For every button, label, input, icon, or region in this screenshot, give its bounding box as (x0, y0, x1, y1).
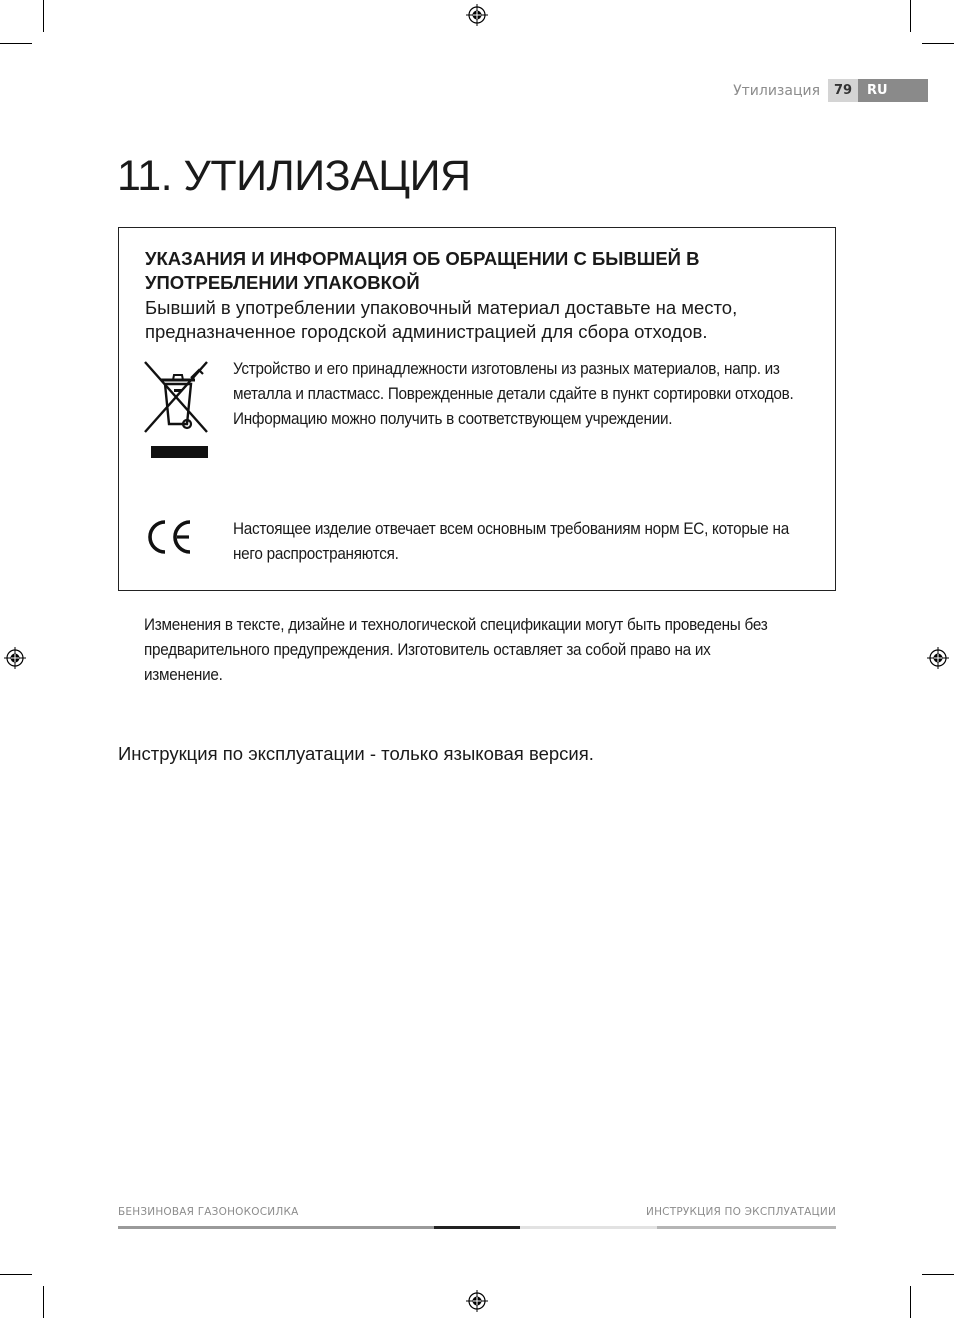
crop-mark (43, 1286, 44, 1318)
page-title: 11. УТИЛИЗАЦИЯ (117, 152, 471, 200)
packaging-disposal-text: Бывший в употреблении упаковочный материал доставьте на место, предназначенное городской администрацией для сбора отходов. (145, 297, 738, 342)
crop-mark (922, 43, 954, 44)
crop-mark (0, 1274, 32, 1275)
crop-mark (43, 0, 44, 32)
crop-mark (910, 0, 911, 32)
footer-bar-segment (118, 1226, 434, 1229)
crop-mark (910, 1286, 911, 1318)
footer-bar-segment (657, 1226, 836, 1229)
crop-mark (0, 43, 32, 44)
notice-heading: УКАЗАНИЯ И ИНФОРМАЦИЯ ОБ ОБРАЩЕНИИ С БЫВШЕЙ В УПОТРЕБЛЕНИИ УПАКОВКОЙ (145, 248, 700, 293)
registration-mark-icon (466, 4, 488, 26)
crop-mark (922, 1274, 954, 1275)
header-section-name: Утилизация (733, 83, 820, 99)
ce-conformity-text: Настоящее изделие отвечает всем основным требованиям норм ЕС, которые на него распространяются. (233, 519, 789, 563)
ce-mark-icon (143, 518, 195, 556)
registration-mark-icon (466, 1290, 488, 1312)
crossed-out-wheelie-bin-icon (143, 358, 213, 462)
disposal-notice-box (118, 227, 836, 591)
language-tab: RU (858, 79, 928, 102)
footer-bar-segment (434, 1226, 520, 1229)
changes-disclaimer: Изменения в тексте, дизайне и технологической спецификации могут быть проведены без предварительного предупреждения. Изготовитель оставляет за собой право на их изменение. (144, 615, 768, 684)
registration-mark-icon (4, 647, 26, 669)
registration-mark-icon (927, 647, 949, 669)
page-number: 79 (828, 79, 858, 102)
footer-bar-segment (520, 1226, 657, 1229)
footer-document-type: ИНСТРУКЦИЯ ПО ЭКСПЛУАТАЦИИ (646, 1206, 836, 1218)
weee-info-text: Устройство и его принадлежности изготовлены из разных материалов, напр. из металла и пластмасс. Поврежденные детали сдайте в пункт сортировки отходов. Информацию можно получить в соответствующем учреждении. (233, 359, 794, 428)
language-version-note: Инструкция по эксплуатации - только языковая версия. (118, 743, 594, 764)
footer-product-name: БЕНЗИНОВАЯ ГАЗОНОКОСИЛКА (118, 1206, 299, 1218)
